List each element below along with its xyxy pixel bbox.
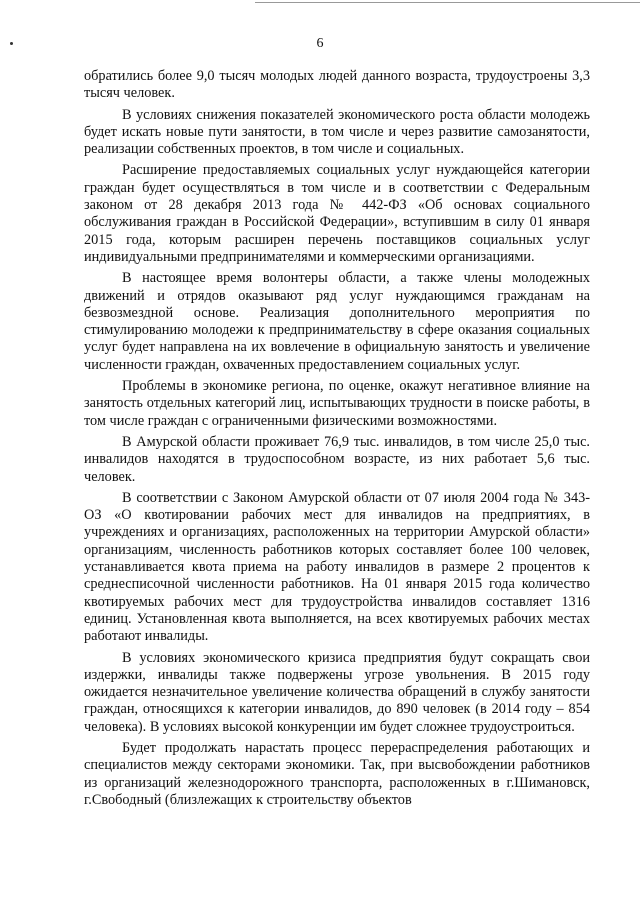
paragraph: В условиях снижения показателей экономического роста области молодежь будет искать новые пути занятости, в том числе и через развитие самозанятости, реализации собственных проектов, в том числе и социальных. [84, 106, 590, 158]
paragraph: Будет продолжать нарастать процесс перераспределения работающих и специалистов между секторами экономики. Так, при высвобождении работников из организаций железнодорожного транспорта, расположенных в г.Шимановск, г.Свободный (близлежащих к строительству объектов [84, 739, 590, 808]
top-edge-line [255, 2, 640, 3]
page-number: 6 [316, 36, 324, 51]
paragraph: Расширение предоставляемых социальных услуг нуждающейся категории граждан будет осуществляться в том числе и в соответствии с Федеральным законом от 28 декабря 2013 года № 442-ФЗ «Об основах социального обслуживания граждан в Российской Федерации», вступившим в силу 01 января 2015 года, которым расширен перечень поставщиков социальных услуг индивидуальными предпринимателями и коммерческими организациями. [84, 162, 590, 265]
paragraph: обратились более 9,0 тысяч молодых людей данного возраста, трудоустроены 3,3 тысяч человек. [84, 68, 590, 102]
paragraph: В соответствии с Законом Амурской области от 07 июля 2004 года № 343-ОЗ «О квотировании рабочих мест для инвалидов на предприятиях, в учреждениях и организациях, расположенных на территории Амурской области» организациям, численность работников которых составляет более 100 человек, устанавливается квота приема на работу инвалидов в размере 2 процентов к среднесписочной численности работников. На 01 января 2015 года количество квотируемых рабочих мест для трудоустройства инвалидов составляет 1316 единиц. Установленная квота выполняется, на всех квотируемых рабочих местах работают инвалиды. [84, 489, 590, 645]
document-body [84, 68, 590, 809]
paragraph: Проблемы в экономике региона, по оценке, окажут негативное влияние на занятость отдельных категорий лиц, испытывающих трудности в поиске работы, в том числе граждан с ограниченными физическими возможностями. [84, 378, 590, 429]
paragraph: В настоящее время волонтеры области, а также члены молодежных движений и отрядов оказывают ряд услуг нуждающимся гражданам на безвозмездной основе. Реализация дополнительного мероприятия по стимулированию молодежи к предпринимательству в сфере оказания социальных услуг будет направлена на их вовлечение в официальную занятость и увеличение численности граждан, охваченных предоставлением социальных услуг. [84, 270, 590, 373]
paragraph: В Амурской области проживает 76,9 тыс. инвалидов, в том числе 25,0 тыс. инвалидов находятся в трудоспособном возрасте, из них работает 5,6 тыс. человек. [84, 433, 590, 485]
paragraph: В условиях экономического кризиса предприятия будут сокращать свои издержки, инвалиды также подвержены угрозе увольнения. В 2015 году ожидается незначительное увеличение количества обращений в службу занятости граждан, относящихся к категории инвалидов, до 890 человек (в 2014 году – 854 человека). В условиях высокой конкуренции им будет сложнее трудоустроиться. [84, 649, 590, 735]
